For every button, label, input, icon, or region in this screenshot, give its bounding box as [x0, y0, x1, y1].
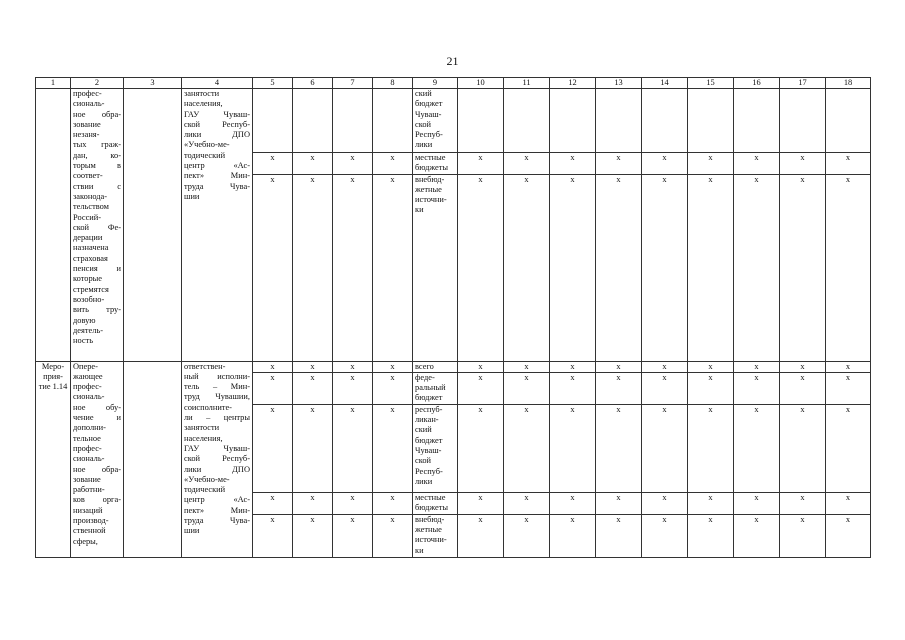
text-line: населения,: [184, 99, 223, 109]
column-number: 11: [504, 78, 550, 89]
text-line: стремятся: [73, 284, 109, 294]
x-mark-cell: х: [734, 361, 780, 372]
text-line: деятель-: [73, 325, 103, 335]
x-mark-cell: х: [333, 174, 373, 361]
text-line: лики ДПО: [184, 464, 250, 474]
text-line: возобно-: [73, 294, 105, 304]
text-line: Чуваш-: [415, 109, 442, 119]
x-mark-cell: х: [596, 514, 642, 557]
x-mark-cell: х: [373, 492, 413, 514]
table-row: [36, 89, 871, 153]
x-mark-cell: х: [826, 174, 871, 361]
column-number: 17: [780, 78, 826, 89]
text-line: ГАУ Чуваш-: [184, 443, 250, 453]
text-line: ской: [415, 456, 432, 466]
x-mark-cell: х: [373, 153, 413, 175]
text-line: дан, ко-: [73, 150, 121, 160]
text-line: ки: [415, 205, 424, 215]
empty-cell: [253, 89, 293, 153]
x-mark-cell: х: [642, 514, 688, 557]
text-line: бюджет: [415, 99, 443, 109]
x-mark-cell: х: [373, 514, 413, 557]
text-line: населения,: [184, 433, 223, 443]
text-line: страховая: [73, 253, 108, 263]
x-mark-cell: х: [642, 404, 688, 492]
column-number: 16: [734, 78, 780, 89]
empty-cell: [688, 89, 734, 153]
executor-cell: [182, 89, 253, 362]
x-mark-cell: х: [253, 153, 293, 175]
empty-cell: [333, 89, 373, 153]
x-mark-cell: х: [596, 492, 642, 514]
text-line: соисполните-: [184, 402, 232, 412]
empty-cell: [504, 89, 550, 153]
column-number: 7: [333, 78, 373, 89]
text-line: ГАУ Чуваш-: [184, 109, 250, 119]
text-line: дерации: [73, 233, 103, 243]
x-mark-cell: х: [253, 492, 293, 514]
text-line: жетные: [415, 184, 442, 194]
x-mark-cell: х: [550, 153, 596, 175]
x-mark-cell: х: [734, 372, 780, 404]
x-mark-cell: х: [293, 404, 333, 492]
text-line: Респуб-: [415, 130, 443, 140]
text-line: центр «Ас-: [184, 161, 250, 171]
text-line: ное обра-: [73, 109, 121, 119]
empty-cell: [596, 89, 642, 153]
text-line: ской Фе-: [73, 222, 121, 232]
empty-cell: [550, 89, 596, 153]
x-mark-cell: х: [458, 174, 504, 361]
text-line: тельством: [73, 202, 109, 212]
x-mark-cell: х: [504, 514, 550, 557]
funding-source-cell: [413, 492, 458, 514]
x-mark-cell: х: [642, 361, 688, 372]
x-mark-cell: х: [780, 372, 826, 404]
text-line: ков орга-: [73, 495, 121, 505]
text-line: респуб-: [415, 404, 443, 414]
funding-source-cell: [413, 361, 458, 372]
x-mark-cell: х: [253, 404, 293, 492]
x-mark-cell: х: [780, 404, 826, 492]
x-mark-cell: х: [688, 404, 734, 492]
x-mark-cell: х: [373, 361, 413, 372]
text-line: ственной: [73, 526, 106, 536]
x-mark-cell: х: [780, 361, 826, 372]
text-line: лики: [415, 140, 433, 150]
text-line: торым в: [73, 161, 121, 171]
x-mark-cell: х: [333, 404, 373, 492]
x-mark-cell: х: [373, 372, 413, 404]
text-line: прия-: [43, 371, 63, 381]
text-line: бюджеты: [415, 503, 449, 513]
empty-cell: [373, 89, 413, 153]
text-line: дополни-: [73, 423, 106, 433]
text-line: тых граж-: [73, 140, 121, 150]
text-line: жающее: [73, 371, 103, 381]
x-mark-cell: х: [826, 372, 871, 404]
x-mark-cell: х: [596, 174, 642, 361]
x-mark-cell: х: [293, 361, 333, 372]
x-mark-cell: х: [734, 404, 780, 492]
x-mark-cell: х: [596, 153, 642, 175]
x-mark-cell: х: [293, 514, 333, 557]
empty-cell: [642, 89, 688, 153]
column-number: 15: [688, 78, 734, 89]
x-mark-cell: х: [826, 361, 871, 372]
x-mark-cell: х: [826, 514, 871, 557]
measure-cell: [36, 89, 71, 362]
text-line: законода-: [73, 191, 108, 201]
text-line: пенсия и: [73, 264, 121, 274]
text-line: сферы,: [73, 536, 98, 546]
x-mark-cell: х: [734, 153, 780, 175]
text-line: тодический: [184, 150, 226, 160]
x-mark-cell: х: [504, 372, 550, 404]
x-mark-cell: х: [333, 514, 373, 557]
x-mark-cell: х: [550, 174, 596, 361]
text-line: ответствен-: [184, 361, 226, 371]
column-number: 2: [71, 78, 124, 89]
text-line: сиональ-: [73, 99, 105, 109]
text-line: ное обу-: [73, 402, 121, 412]
column-number: 1: [36, 78, 71, 89]
column-number: 14: [642, 78, 688, 89]
text-line: тель – Мин-: [184, 382, 250, 392]
x-mark-cell: х: [253, 174, 293, 361]
x-mark-cell: х: [504, 361, 550, 372]
column-number: 5: [253, 78, 293, 89]
text-line: работни-: [73, 485, 105, 495]
x-mark-cell: х: [826, 153, 871, 175]
text-line: источни-: [415, 195, 447, 205]
text-line: тие 1.14: [38, 382, 68, 392]
x-mark-cell: х: [688, 514, 734, 557]
x-mark-cell: х: [688, 153, 734, 175]
text-line: лики ДПО: [184, 130, 250, 140]
column-number: 18: [826, 78, 871, 89]
column-number: 6: [293, 78, 333, 89]
funding-source-cell: [413, 372, 458, 404]
text-line: незаня-: [73, 130, 100, 140]
x-mark-cell: х: [458, 404, 504, 492]
executor-cell: [182, 361, 253, 557]
x-mark-cell: х: [458, 492, 504, 514]
text-line: ный исполни-: [184, 371, 250, 381]
text-line: труда Чува-: [184, 516, 250, 526]
x-mark-cell: х: [333, 361, 373, 372]
text-line: лики: [415, 476, 433, 486]
text-line: ки: [415, 545, 424, 555]
column-number: 9: [413, 78, 458, 89]
x-mark-cell: х: [333, 372, 373, 404]
text-line: «Учебно-ме-: [184, 474, 230, 484]
program-cell: [124, 89, 182, 362]
x-mark-cell: х: [458, 153, 504, 175]
x-mark-cell: х: [688, 174, 734, 361]
text-line: довую: [73, 315, 96, 325]
text-line: местные: [415, 153, 446, 162]
x-mark-cell: х: [504, 153, 550, 175]
text-line: ской Респуб-: [184, 454, 250, 464]
x-mark-cell: х: [642, 174, 688, 361]
text-line: производ-: [73, 516, 109, 526]
measure-cell: [36, 361, 71, 557]
text-line: сиональ-: [73, 392, 105, 402]
text-line: вить тру-: [73, 305, 121, 315]
text-line: ли – центры: [184, 413, 250, 423]
text-line: ский: [415, 89, 432, 98]
text-line: которые: [73, 274, 102, 284]
column-number: 4: [182, 78, 253, 89]
column-number: 12: [550, 78, 596, 89]
x-mark-cell: х: [642, 153, 688, 175]
x-mark-cell: х: [826, 492, 871, 514]
text-line: профес-: [73, 89, 102, 98]
text-line: занятости: [184, 89, 220, 98]
text-line: «Учебно-ме-: [184, 140, 230, 150]
text-line: профес-: [73, 382, 102, 392]
text-line: зование: [73, 119, 101, 129]
text-line: жетные: [415, 525, 442, 535]
text-line: зование: [73, 474, 101, 484]
x-mark-cell: х: [550, 404, 596, 492]
x-mark-cell: х: [734, 174, 780, 361]
text-line: феде-: [415, 372, 435, 382]
x-mark-cell: х: [253, 361, 293, 372]
x-mark-cell: х: [504, 174, 550, 361]
text-line: ликан-: [415, 415, 439, 425]
funding-source-cell: [413, 514, 458, 557]
x-mark-cell: х: [293, 153, 333, 175]
x-mark-cell: х: [596, 361, 642, 372]
text-line: ской: [415, 119, 432, 129]
text-line: Россий-: [73, 212, 102, 222]
text-line: бюджет: [415, 435, 443, 445]
column-number: 3: [124, 78, 182, 89]
x-mark-cell: х: [642, 492, 688, 514]
text-line: сиональ-: [73, 454, 105, 464]
x-mark-cell: х: [826, 404, 871, 492]
text-line: центр «Ас-: [184, 495, 250, 505]
text-line: Меро-: [41, 361, 65, 371]
text-line: ность: [73, 336, 94, 346]
text-line: пект» Мин-: [184, 171, 250, 181]
text-line: источни-: [415, 535, 447, 545]
x-mark-cell: х: [550, 514, 596, 557]
description-cell: [71, 89, 124, 362]
x-mark-cell: х: [253, 372, 293, 404]
text-line: Опере-: [73, 361, 98, 371]
x-mark-cell: х: [504, 404, 550, 492]
empty-cell: [458, 89, 504, 153]
x-mark-cell: х: [780, 514, 826, 557]
x-mark-cell: х: [333, 153, 373, 175]
funding-source-cell: [413, 174, 458, 361]
empty-cell: [780, 89, 826, 153]
x-mark-cell: х: [293, 372, 333, 404]
column-number-row: [36, 78, 871, 89]
x-mark-cell: х: [550, 372, 596, 404]
text-line: шии: [184, 191, 200, 201]
text-line: внебюд-: [415, 514, 445, 524]
text-line: труд Чувашии,: [184, 392, 250, 402]
column-number: 13: [596, 78, 642, 89]
text-line: занятости: [184, 423, 220, 433]
text-line: пект» Мин-: [184, 505, 250, 515]
x-mark-cell: х: [504, 492, 550, 514]
text-line: труда Чува-: [184, 181, 250, 191]
text-line: шии: [184, 526, 200, 536]
text-line: ский: [415, 425, 432, 435]
text-line: Респуб-: [415, 466, 443, 476]
text-line: ствии с: [73, 181, 121, 191]
text-line: всего: [415, 361, 434, 371]
x-mark-cell: х: [373, 174, 413, 361]
text-line: внебюд-: [415, 174, 445, 184]
column-number: 8: [373, 78, 413, 89]
x-mark-cell: х: [780, 492, 826, 514]
text-line: ное обра-: [73, 464, 121, 474]
x-mark-cell: х: [373, 404, 413, 492]
text-line: профес-: [73, 443, 102, 453]
x-mark-cell: х: [688, 492, 734, 514]
x-mark-cell: х: [333, 492, 373, 514]
x-mark-cell: х: [780, 153, 826, 175]
empty-cell: [734, 89, 780, 153]
text-line: чение и: [73, 413, 121, 423]
x-mark-cell: х: [688, 372, 734, 404]
x-mark-cell: х: [596, 404, 642, 492]
text-line: ской Респуб-: [184, 119, 250, 129]
text-line: бюджеты: [415, 163, 449, 173]
funding-source-cell: [413, 153, 458, 175]
text-line: соответ-: [73, 171, 103, 181]
text-line: назначена: [73, 243, 109, 253]
page-number: 21: [446, 54, 459, 68]
x-mark-cell: х: [293, 492, 333, 514]
text-line: Чуваш-: [415, 446, 442, 456]
funding-source-cell: [413, 404, 458, 492]
x-mark-cell: х: [550, 361, 596, 372]
x-mark-cell: х: [458, 514, 504, 557]
budget-table: [35, 77, 871, 558]
text-line: низаций: [73, 505, 103, 515]
x-mark-cell: х: [734, 492, 780, 514]
column-number: 10: [458, 78, 504, 89]
x-mark-cell: х: [550, 492, 596, 514]
x-mark-cell: х: [458, 361, 504, 372]
text-line: местные: [415, 492, 446, 502]
table-row: [36, 361, 871, 372]
program-cell: [124, 361, 182, 557]
x-mark-cell: х: [253, 514, 293, 557]
text-line: ральный: [415, 383, 446, 393]
x-mark-cell: х: [596, 372, 642, 404]
description-cell: [71, 361, 124, 557]
x-mark-cell: х: [780, 174, 826, 361]
funding-source-cell: [413, 89, 458, 153]
empty-cell: [826, 89, 871, 153]
text-line: тельное: [73, 433, 101, 443]
x-mark-cell: х: [642, 372, 688, 404]
empty-cell: [293, 89, 333, 153]
x-mark-cell: х: [688, 361, 734, 372]
x-mark-cell: х: [734, 514, 780, 557]
text-line: бюджет: [415, 393, 443, 403]
text-line: тодический: [184, 485, 226, 495]
x-mark-cell: х: [458, 372, 504, 404]
x-mark-cell: х: [293, 174, 333, 361]
